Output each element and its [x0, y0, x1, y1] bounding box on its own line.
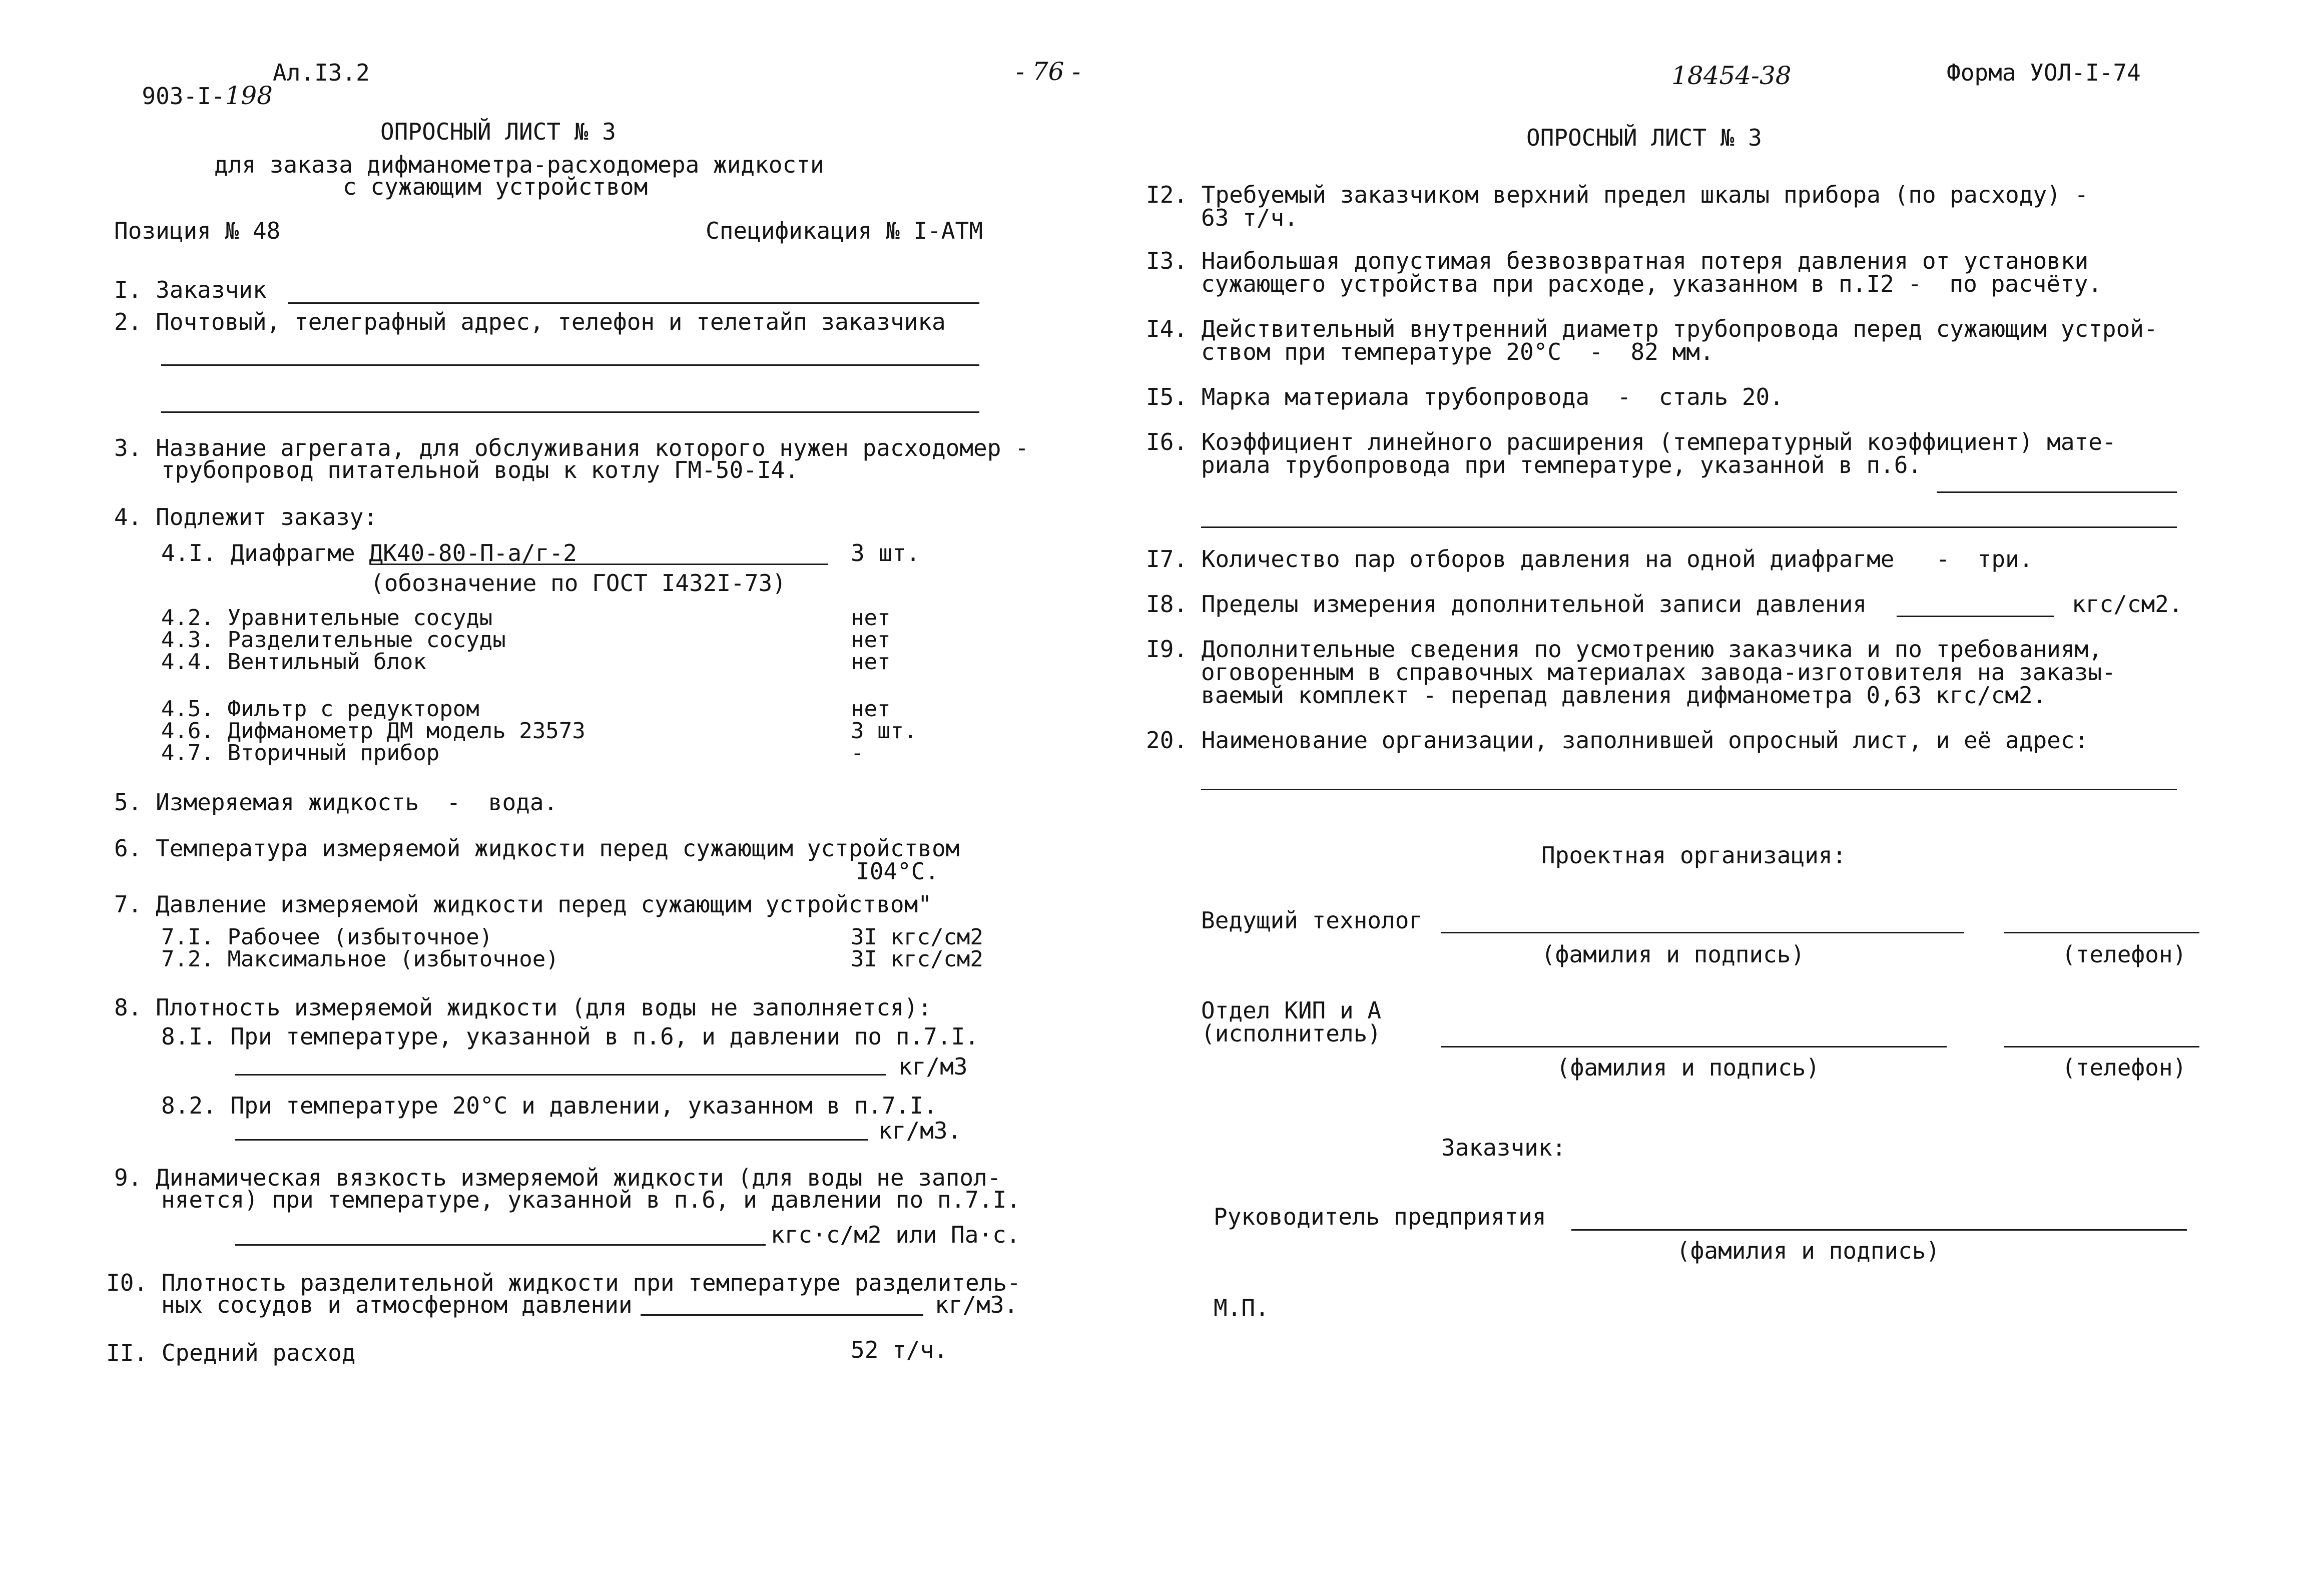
item-4-4-value: нет: [851, 649, 891, 675]
enterprise-head-label: Руководитель предприятия: [1214, 1203, 1546, 1230]
item-20-fill-line: [1201, 789, 2177, 790]
kip-phone-line: [2004, 1046, 2199, 1047]
item-4-1-diaphragm: 4.I. Диафрагме ДК40-80-П-а/г-2: [161, 540, 577, 567]
item-8-2: 8.2. При температуре 20°C и давлении, указанном в п.7.I.: [161, 1092, 937, 1119]
left-title: ОПРОСНЫЙ ЛИСТ № 3: [380, 118, 616, 145]
item-3-line-2: трубопровод питательной воды к котлу ГМ-50-I4.: [161, 456, 799, 483]
item-7-2: 7.2. Максимальное (избыточное): [161, 946, 559, 972]
item-4-6-value: 3 шт.: [851, 718, 917, 744]
album-number: Ал.I3.2: [273, 59, 370, 86]
item-4-5-value: нет: [851, 696, 891, 722]
item-6-value: I04°C.: [856, 858, 939, 885]
item-4-5: 4.5. Фильтр с редуктором: [161, 696, 479, 722]
item-9-unit: кгс·с/м2 или Па·с.: [771, 1221, 1020, 1248]
item-4-7-value: -: [851, 740, 864, 766]
item-19-line-1: I9. Дополнительные сведения по усмотрению заказчика и по требованиям,: [1146, 636, 2102, 663]
item-19-line-2: оговоренным в справочных материалах завода-изготовителя на заказы-: [1201, 659, 2116, 686]
position-number: Позиция № 48: [114, 217, 281, 244]
phone-caption-1: (телефон): [2062, 941, 2187, 968]
item-11-average-flow: II. Средний расход: [106, 1339, 356, 1366]
phone-caption-2: (телефон): [2062, 1054, 2187, 1081]
item-15-material: I5. Марка материала трубопровода - сталь 20.: [1146, 383, 1784, 410]
item-8-density: 8. Плотность измеряемой жидкости (для воды не заполняется):: [114, 994, 932, 1021]
design-org-heading: Проектная организация:: [1541, 842, 1847, 869]
item-9-line-2: няется) при температуре, указанной в п.6, и давлении по п.7.I.: [161, 1186, 1021, 1213]
seal-place: М.П.: [1214, 1294, 1269, 1321]
item-8-1: 8.I. При температуре, указанной в п.6, и давлении по п.7.I.: [161, 1023, 979, 1050]
address-fill-line-2: [161, 411, 979, 413]
customer-heading: Заказчик:: [1441, 1134, 1566, 1161]
item-8-1-unit: кг/м3: [898, 1053, 968, 1080]
specification-number: Спецификация № I-АТМ: [706, 217, 983, 244]
item-7-2-value: 3I кгс/см2: [851, 946, 983, 972]
kip-dept-label-1: Отдел КИП и А: [1201, 997, 1382, 1024]
name-sign-caption-1: (фамилия и подпись): [1541, 941, 1805, 968]
item-4-4: 4.4. Вентильный блок: [161, 649, 426, 675]
item-18-unit: кгс/см2.: [2072, 591, 2183, 618]
item-4-2: 4.2. Уравнительные сосуды: [161, 605, 493, 631]
item-2-address: 2. Почтовый, телеграфный адрес, телефон и телетайп заказчика: [114, 308, 946, 335]
page-number: - 76 -: [1016, 57, 1081, 86]
kip-dept-label-2: (исполнитель): [1201, 1020, 1382, 1047]
item-19-line-3: ваемый комплект - перепад давления дифманометра 0,63 кгс/см2.: [1201, 682, 2047, 709]
item-1-customer: I. Заказчик: [114, 276, 267, 303]
item-4-2-value: нет: [851, 605, 891, 631]
item-14-line-2: ством при температуре 20°C - 82 мм.: [1201, 338, 1714, 365]
item-13-line-1: I3. Наибольшая допустимая безвозвратная потеря давления от установки: [1146, 247, 2089, 274]
item-4-order: 4. Подлежит заказу:: [114, 503, 378, 530]
item-4-1-note: (обозначение по ГОСТ I432I-73): [370, 570, 786, 597]
item-4-6: 4.6. Дифманометр ДМ модель 23573: [161, 718, 586, 744]
item-16-line-1: I6. Коэффициент линейного расширения (температурный коэффициент) мате-: [1146, 428, 2116, 455]
item-9-line-1: 9. Динамическая вязкость измеряемой жидкости (для воды не запол-: [114, 1164, 1001, 1191]
item-11-value: 52 т/ч.: [851, 1336, 948, 1363]
item-8-2-unit: кг/м3.: [878, 1117, 962, 1144]
item-7-1-value: 3I кгс/см2: [851, 924, 983, 950]
customer-fill-line: [288, 302, 979, 304]
item-5-liquid: 5. Измеряемая жидкость - вода.: [114, 789, 558, 816]
item-4-3: 4.3. Разделительные сосуды: [161, 627, 506, 653]
item-16-fill-line-2: [1201, 526, 2177, 528]
item-18-fill-line: [1897, 616, 2054, 617]
left-subtitle-2: с сужающим устройством: [343, 173, 648, 200]
item-12-line-1: I2. Требуемый заказчиком верхний предел шкалы прибора (по расходу) -: [1146, 181, 2089, 208]
item-10-line-1: I0. Плотность разделительной жидкости при температуре разделитель-: [106, 1269, 1021, 1296]
item-4-1-quantity: 3 шт.: [851, 540, 920, 567]
item-10-line-2: ных сосудов и атмосферном давлении: [161, 1291, 633, 1318]
item-10-unit: кг/м3.: [935, 1291, 1018, 1318]
item-4-7: 4.7. Вторичный прибор: [161, 740, 440, 766]
item-14-line-1: I4. Действительный внутренний диаметр трубопровода перед сужающим устрой-: [1146, 315, 2158, 342]
doc-code: [114, 61, 273, 108]
name-sign-caption-2: (фамилия и подпись): [1556, 1054, 1820, 1081]
name-sign-caption-3: (фамилия и подпись): [1676, 1237, 1940, 1264]
item-7-1: 7.I. Рабочее (избыточное): [161, 924, 493, 950]
item-4-3-value: нет: [851, 627, 891, 653]
item-8-1-fill-line: [235, 1074, 886, 1076]
doc-code-prefix: 903-I-: [142, 83, 225, 110]
left-subtitle-1: для заказа дифманометра-расходомера жидкости: [214, 151, 824, 178]
item-9-fill-line: [235, 1244, 766, 1246]
item-12-line-2: 63 т/ч.: [1201, 204, 1298, 231]
item-13-line-2: сужающего устройства при расходе, указанном в п.I2 - по расчёту.: [1201, 270, 2102, 297]
right-title: ОПРОСНЫЙ ЛИСТ № 3: [1526, 124, 1762, 151]
item-10-fill-line: [641, 1314, 923, 1316]
item-20-organization: 20. Наименование организации, заполнившей опросный лист, и её адрес:: [1146, 727, 2089, 754]
form-name: Форма УОЛ-I-74: [1947, 59, 2141, 86]
lead-technologist-sign-line: [1441, 932, 1964, 933]
item-16-fill-line-1: [1937, 491, 2177, 493]
item-16-line-2: риала трубопровода при температуре, указанной в п.6.: [1201, 451, 1922, 478]
address-fill-line-1: [161, 364, 979, 366]
diaphragm-fill-line: [370, 564, 828, 565]
item-8-2-fill-line: [235, 1139, 868, 1141]
item-7-pressure: 7. Давление измеряемой жидкости перед сужающим устройством": [114, 891, 932, 918]
lead-technologist-phone-line: [2004, 932, 2199, 933]
item-6-temperature: 6. Температура измеряемой жидкости перед сужающим устройством: [114, 835, 960, 862]
item-17-taps: I7. Количество пар отборов давления на одной диафрагме - три.: [1146, 546, 2033, 573]
enterprise-head-sign-line: [1571, 1229, 2187, 1231]
item-3-line-1: 3. Название агрегата, для обслуживания которого нужен расходомер -: [114, 434, 1029, 461]
kip-sign-line: [1441, 1046, 1947, 1047]
item-18-limits: I8. Пределы измерения дополнительной записи давления: [1146, 591, 1867, 618]
lead-technologist-label: Ведущий технолог: [1201, 907, 1423, 934]
stamp-number: 18454-38: [1671, 61, 1792, 90]
doc-code-handwritten: 198: [225, 81, 273, 110]
